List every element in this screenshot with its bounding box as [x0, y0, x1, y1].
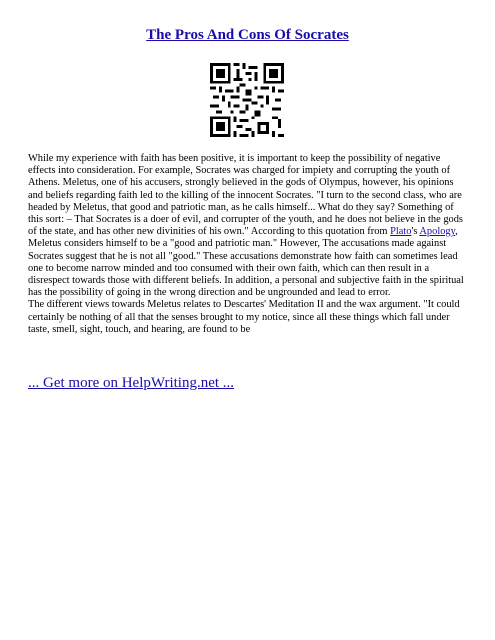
paragraph-1-text-b: 's: [411, 226, 420, 238]
plato-link[interactable]: Plato: [390, 226, 412, 238]
paragraph-2: The different views towards Meletus relates to Descartes' Meditation II and the wax argument. "It could certainly be nothing of all that the senses brought to my notice, since all these things which fall under taste, smell, sight, touch, and hearing, are found to be: [28, 299, 460, 335]
qr-code-icon: [210, 63, 284, 137]
get-more-link[interactable]: ... Get more on HelpWriting.net ...: [28, 375, 235, 391]
page-title[interactable]: The Pros And Cons Of Socrates: [146, 27, 349, 43]
paragraph-1-text-a: While my experience with faith has been positive, it is important to keep the possibility of negative effects into consideration. For example, Socrates was charged for impiety and corrupting the youth of Athens. Meletus, one of his accusers, strongly believed in the gods of Olympus, however, his opinions and beliefs regarding faith led to the killing of the innocent Socrates. "I turn to the second class, who are headed by Meletus, that good and patriotic man, as he calls himself... What do they say? Something of this sort: – That Socrates is a doer of evil, and corrupter of the youth, and he does not believe in the gods of the state, and has other new divinities of his own." According to this quotation from: [28, 153, 463, 238]
paragraph-1-text-c: , Meletus considers himself to be a "good and patriotic man." However, The accusations made against Socrates suggest that he is not all "good." These accusations demonstrate how faith can sometimes lead one to become narrow minded and too consumed with their own faith, which can then result in a disrespect towards those with different beliefs. In addition, a personal and subjective faith in the spiritual has the possibility of going in the wrong direction and be ungrounded and lead to error.: [28, 226, 464, 299]
paragraph-1: [28, 153, 468, 299]
document-body: [28, 153, 468, 336]
apology-link[interactable]: Apology: [419, 226, 456, 238]
